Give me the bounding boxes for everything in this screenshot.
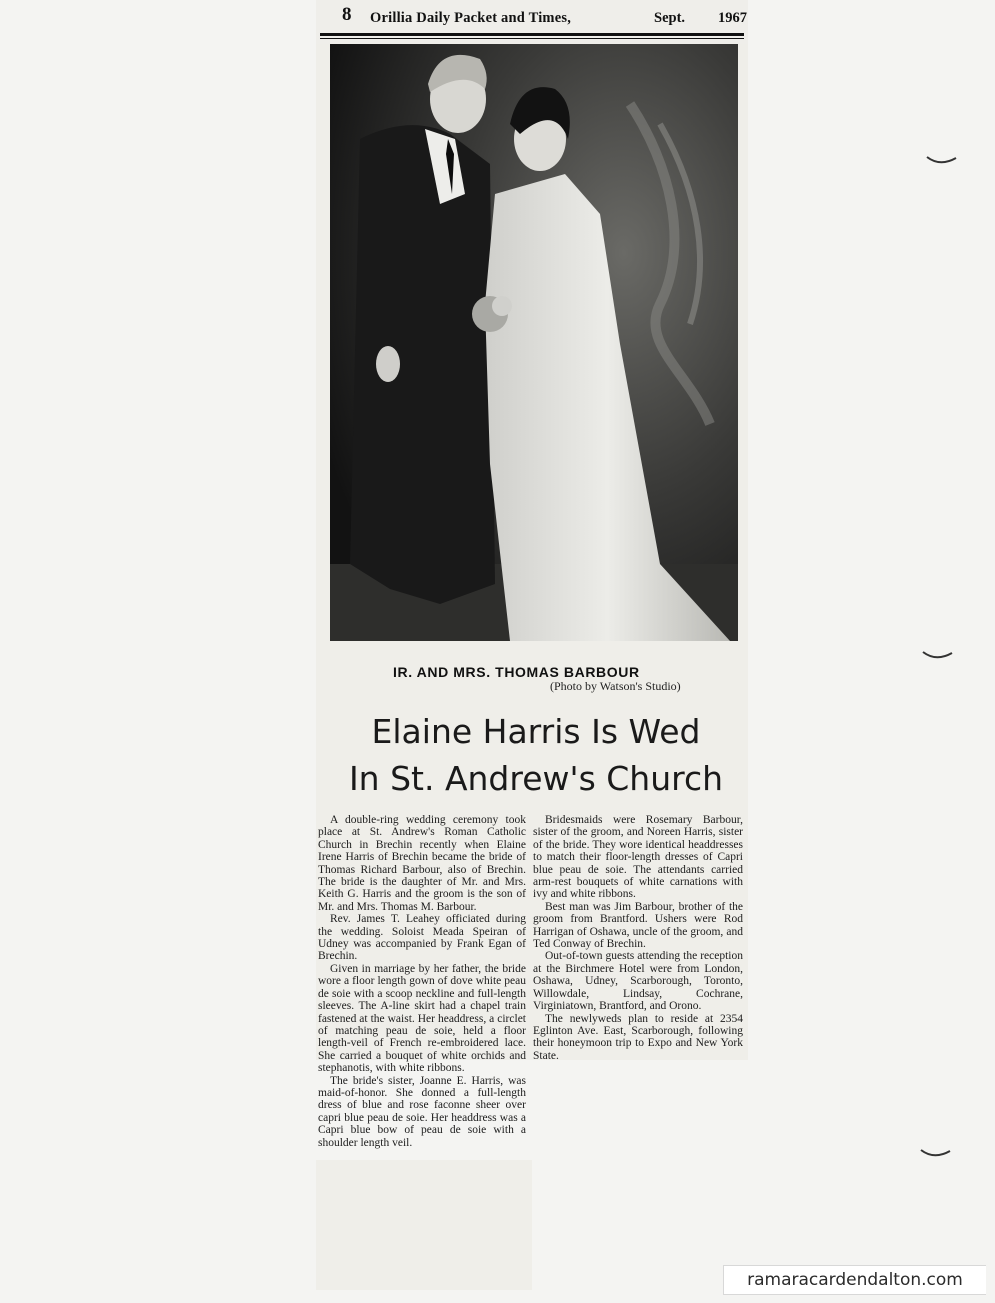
- page-number: 8: [342, 4, 352, 25]
- article-right-column: [533, 814, 743, 1062]
- masthead-rule-thick: [320, 33, 744, 36]
- binder-punch-mark-top: [926, 155, 958, 167]
- newspaper-name: Orillia Daily Packet and Times,: [370, 10, 572, 26]
- paragraph: The bride's sister, Joanne E. Harris, was maid-of-honor. She donned a full-length dress of blue and rose faconne sheer over capri blue peau de soie. Her headdress was a Capri blue bow of peau de soie with a shoulder length veil.: [318, 1074, 526, 1149]
- article-left-column: [318, 814, 526, 1149]
- photo-caption-names: IR. AND MRS. THOMAS BARBOUR: [393, 664, 640, 680]
- clipping-left-column-tail: [316, 1160, 532, 1290]
- photo-credit: (Photo by Watson's Studio): [550, 679, 681, 693]
- paragraph: Given in marriage by her father, the bride wore a floor length gown of dove white peau de soie with a scoop neckline and full-length sleeves. The A-line skirt had a chapel train fastened at the waist. Her headdress, a circlet of matching peau de soie, held a floor length-veil of French re-embroidered lace. She carried a bouquet of white orchids and stephanotis, with white ribbons.: [318, 962, 526, 1075]
- issue-month: Sept.: [654, 10, 686, 26]
- article-headline: [326, 708, 746, 802]
- website-watermark: ramaracardendalton.com: [723, 1265, 986, 1295]
- paragraph: Rev. James T. Leahey officiated during the wedding. Soloist Meada Speiran of Udney was accompanied by Frank Egan of Brechin.: [318, 913, 526, 963]
- paragraph: Bridesmaids were Rosemary Barbour, sister of the groom, and Noreen Harris, sister of the bride. They wore identical headdresses to match their floor-length dresses of Capri blue peau de soie. The attendants carried arm-rest bouquets of white carnations with ivy and white ribbons.: [533, 814, 743, 901]
- binder-punch-mark-middle: [922, 650, 954, 662]
- paragraph: Out-of-town guests attending the reception at the Birchmere Hotel were from London, Oshawa, Udney, Scarborough, Toronto, Willowdale, Lindsay, Cochrane, Virginiatown, Brantford, and Orono.: [533, 950, 743, 1013]
- paragraph: A double-ring wedding ceremony took place at St. Andrew's Roman Catholic Church in Brechin recently when Elaine Irene Harris of Brechin became the bride of Thomas Richard Barbour, also of Brechin. The bride is the daughter of Mr. and Mrs. Keith G. Harris and the groom is the son of Mr. and Mrs. Thomas M. Barbour.: [318, 814, 526, 913]
- paragraph: Best man was Jim Barbour, brother of the groom from Brantford. Ushers were Rod Harrigan of Oshawa, uncle of the groom, and Ted Conway of Brechin.: [533, 900, 743, 951]
- binder-punch-mark-bottom: [920, 1148, 952, 1160]
- paragraph: The newlyweds plan to reside at 2354 Eglinton Ave. East, Scarborough, following their honeymoon trip to Expo and New York State.: [533, 1012, 743, 1062]
- masthead-rule-thin: [320, 38, 744, 39]
- masthead: [342, 6, 748, 32]
- issue-year: 1967: [718, 10, 747, 26]
- headline-line-2: In St. Andrew's Church: [348, 759, 724, 798]
- wedding-photo: [330, 44, 738, 641]
- headline-line-1: Elaine Harris Is Wed: [371, 712, 701, 751]
